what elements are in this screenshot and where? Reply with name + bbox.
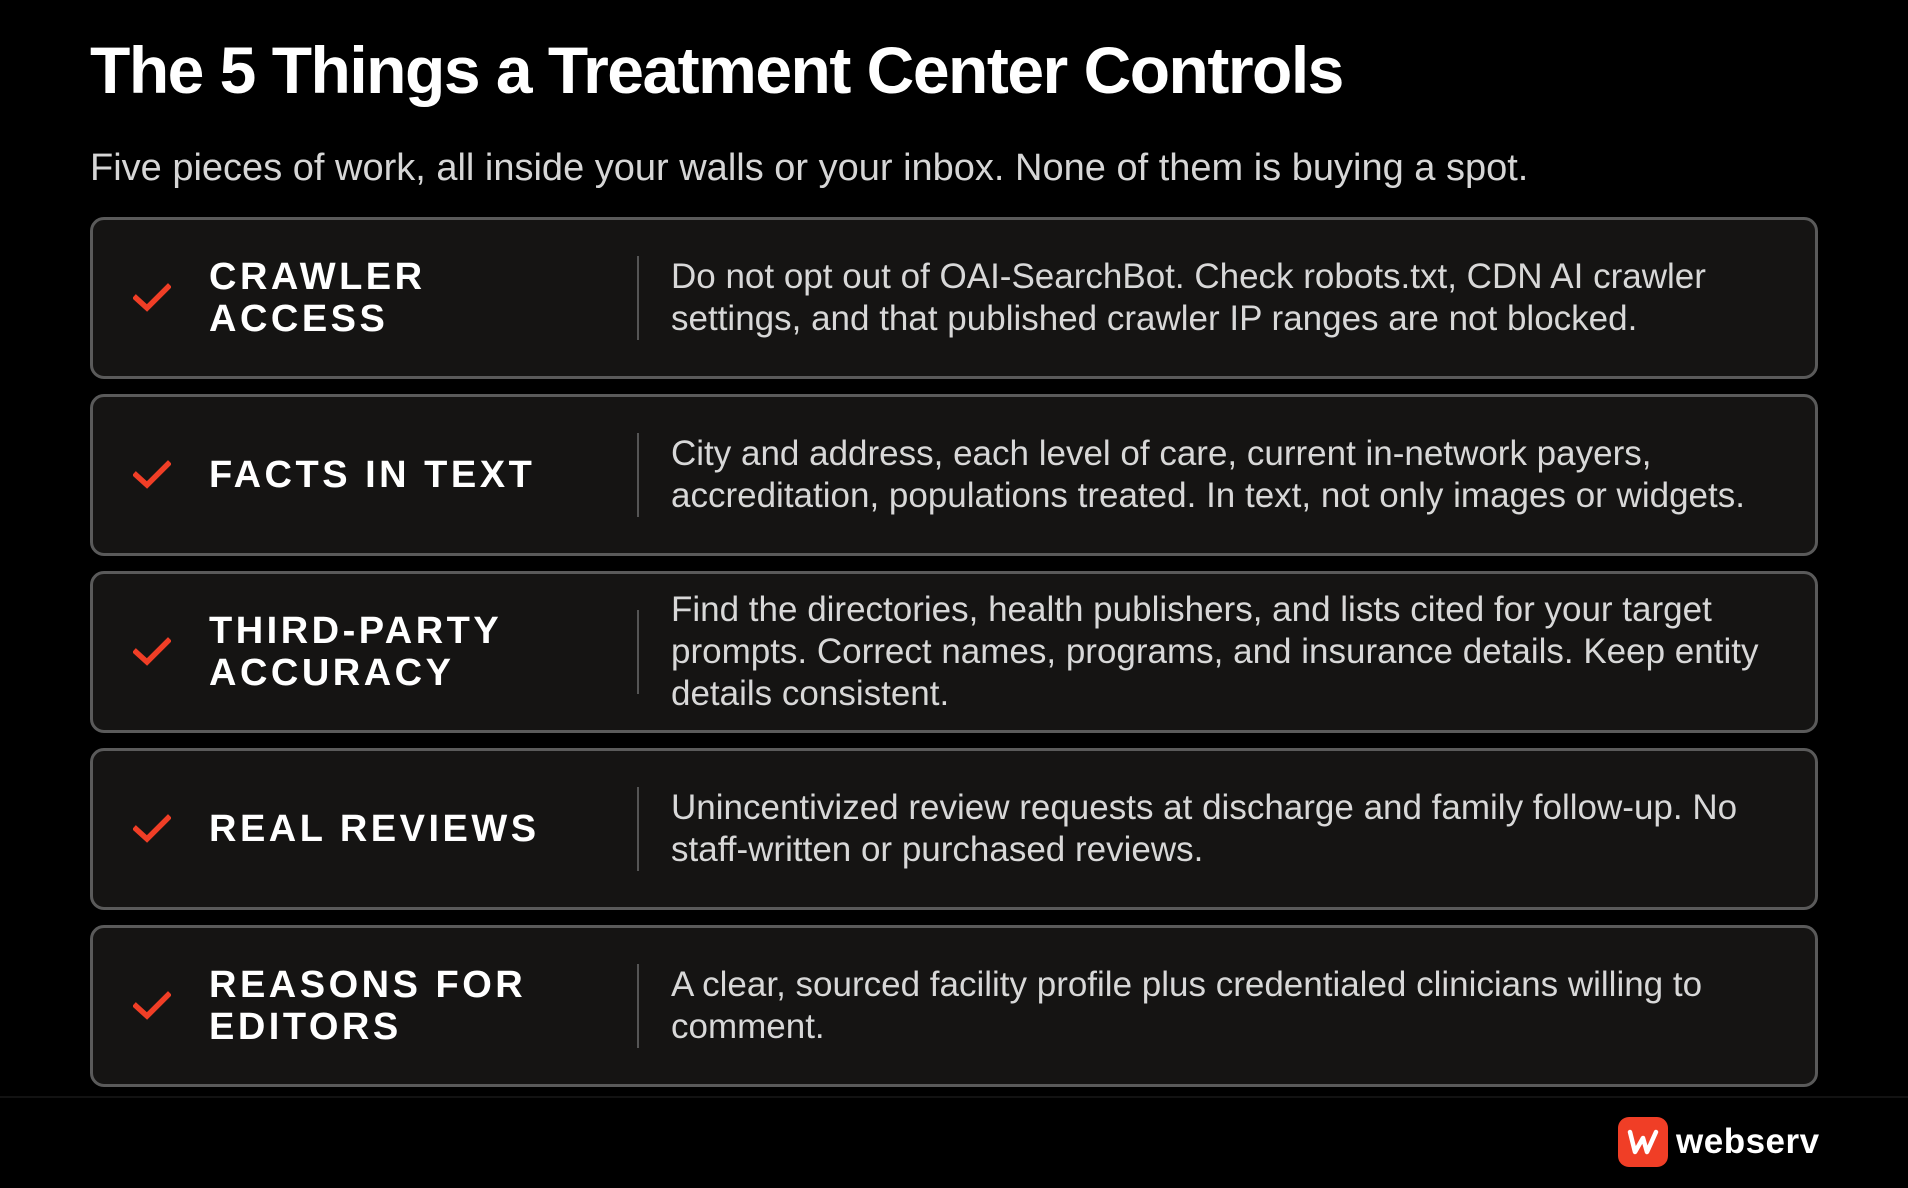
webserv-logo-icon: [1618, 1117, 1668, 1167]
divider: [637, 433, 639, 517]
check-icon: [133, 814, 171, 844]
control-item-real-reviews: [90, 748, 1818, 910]
divider: [637, 964, 639, 1048]
page-title: The 5 Things a Treatment Center Controls: [90, 33, 1343, 107]
control-item-label: FACTS IN TEXT: [209, 454, 536, 496]
control-item-label: REAL REVIEWS: [209, 808, 540, 850]
page-subtitle: Five pieces of work, all inside your walls or your inbox. None of them is buying a spot.: [90, 147, 1529, 189]
control-item-description: City and address, each level of care, current in-network payers, accreditation, populations treated. In text, not only images or widgets.: [671, 434, 1745, 515]
control-item-crawler-access: [90, 217, 1818, 379]
control-item-description: Unincentivized review requests at discharge and family follow-up. No staff-written or purchased reviews.: [671, 788, 1738, 869]
divider: [637, 787, 639, 871]
divider: [637, 610, 639, 694]
check-icon: [133, 460, 171, 490]
check-icon: [133, 637, 171, 667]
control-item-facts-in-text: [90, 394, 1818, 556]
control-item-label: REASONS FOR EDITORS: [209, 964, 527, 1048]
check-icon: [133, 283, 171, 313]
check-icon: [133, 991, 171, 1021]
brand-mark: [1618, 1117, 1820, 1167]
control-item-description: Do not opt out of OAI-SearchBot. Check robots.txt, CDN AI crawler settings, and that published crawler IP ranges are not blocked.: [671, 257, 1706, 338]
control-item-third-party-accuracy: [90, 571, 1818, 733]
control-item-label: CRAWLER ACCESS: [209, 256, 426, 340]
divider: [637, 256, 639, 340]
logo-w-glyph: [1626, 1129, 1660, 1155]
control-item-label: THIRD-PARTY ACCURACY: [209, 610, 502, 694]
brand-name: webserv: [1676, 1122, 1820, 1161]
control-item-description: A clear, sourced facility profile plus credentialed clinicians willing to comment.: [671, 965, 1703, 1046]
controls-list: [90, 217, 1818, 1087]
control-item-description: Find the directories, health publishers, and lists cited for your target prompts. Correct names, programs, and insurance details. Keep entity details consistent.: [671, 590, 1759, 713]
footer-divider: [0, 1096, 1908, 1098]
control-item-reasons-for-editors: [90, 925, 1818, 1087]
